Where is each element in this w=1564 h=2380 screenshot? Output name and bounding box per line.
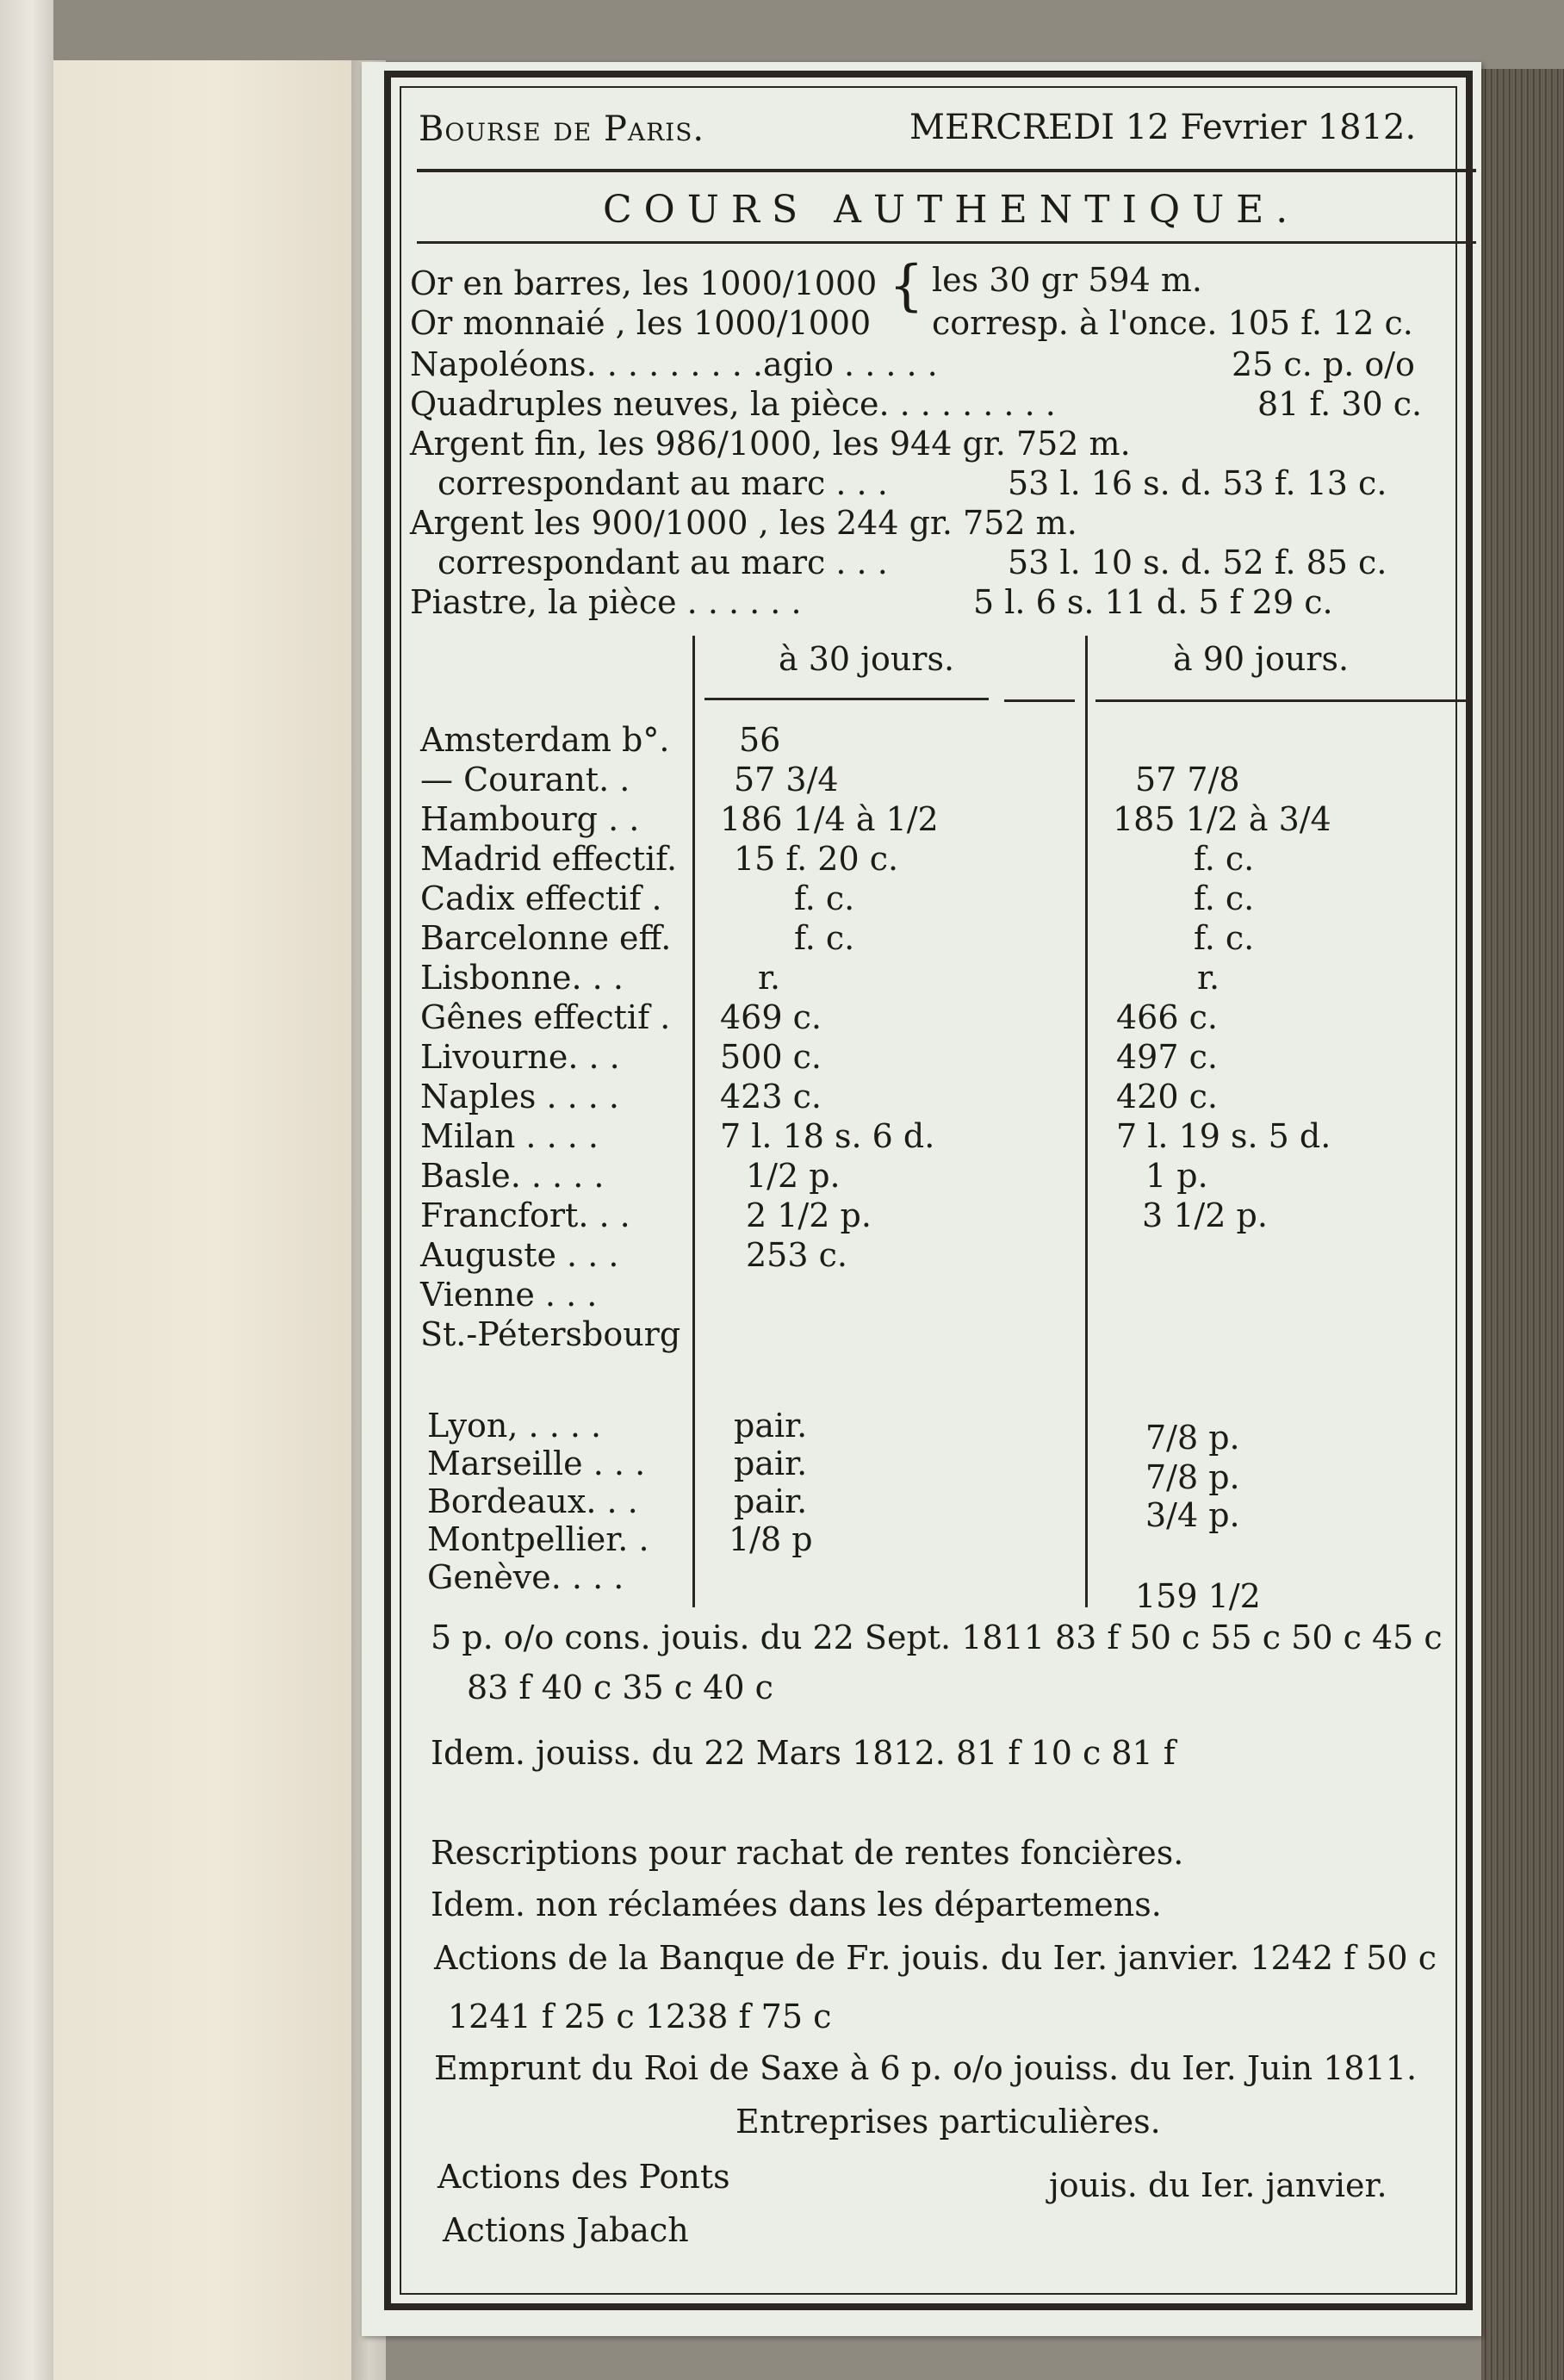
header-rule <box>417 169 1476 172</box>
title-rule <box>417 241 1476 244</box>
jabach-line: Actions Jabach <box>443 2211 689 2249</box>
place-label: Montpellier. . <box>427 1520 649 1558</box>
rate-30: r. <box>758 959 781 997</box>
rate-90: 466 c. <box>1116 998 1218 1036</box>
place-label: Vienne . . . <box>420 1276 598 1314</box>
metal-value: 5 l. 6 s. 11 d. 5 f 29 c. <box>973 583 1333 621</box>
place-label: Hambourg . . <box>420 800 640 838</box>
rate-90: r. <box>1197 959 1220 997</box>
place-label: Marseille . . . <box>427 1445 646 1482</box>
idem-line: Idem. non réclamées dans les départemens. <box>431 1886 1162 1923</box>
ponts-line: Actions des Ponts <box>438 2158 730 2196</box>
brace-glyph: { <box>889 254 924 318</box>
metal-label: Argent fin, les 986/1000, les 944 gr. 752 m. <box>410 425 1131 463</box>
col-rule-30 <box>704 698 989 700</box>
rate-30: f. c. <box>794 919 855 957</box>
metal-label: correspondant au marc . . . <box>438 464 888 502</box>
metal-value: 53 l. 16 s. d. 53 f. 13 c. <box>1008 464 1387 502</box>
metal-value: 25 c. p. o/o <box>1232 345 1415 383</box>
col-header-30: à 30 jours. <box>779 640 955 678</box>
rate-90: 57 7/8 <box>1135 761 1240 799</box>
metal-value: corresp. à l'once. 105 f. 12 c. <box>932 304 1413 342</box>
header-right: MERCREDI 12 Fevrier 1812. <box>909 108 1417 147</box>
rate-30: 253 c. <box>746 1236 847 1274</box>
ponts-jouis: jouis. du Ier. janvier. <box>1049 2166 1387 2204</box>
rate-90: 1 p. <box>1145 1157 1208 1195</box>
banque-line: Actions de la Banque de Fr. jouis. du Ier. janvier. 1242 f 50 c <box>434 1939 1437 1977</box>
rate-90: 7/8 p. <box>1145 1458 1240 1496</box>
place-label: Basle. . . . . <box>420 1157 605 1195</box>
rate-90: f. c. <box>1194 919 1255 957</box>
col-rule-mid <box>1004 699 1075 702</box>
rate-90: f. c. <box>1194 840 1255 878</box>
rate-30: 500 c. <box>720 1038 822 1076</box>
rate-30: pair. <box>734 1445 808 1482</box>
rate-90: 7/8 p. <box>1145 1419 1240 1457</box>
rate-90: 185 1/2 à 3/4 <box>1113 800 1331 838</box>
place-label: Madrid effectif. <box>420 840 678 878</box>
place-label: St.-Pétersbourg <box>420 1315 681 1353</box>
rate-30: 469 c. <box>720 998 822 1036</box>
metal-label: Or en barres, les 1000/1000 <box>410 264 878 302</box>
table-divider-right <box>1085 636 1088 1607</box>
col-header-90: à 90 jours. <box>1173 640 1350 678</box>
rate-30: f. c. <box>794 879 855 917</box>
metal-label: Piastre, la pièce . . . . . . <box>410 583 802 621</box>
rate-30: 56 <box>739 721 781 759</box>
place-label: Genève. . . . <box>427 1558 624 1596</box>
rate-90: 497 c. <box>1116 1038 1218 1076</box>
rentes-line: Idem. jouiss. du 22 Mars 1812. 81 f 10 c 81 f <box>431 1734 1176 1772</box>
metal-label: Or monnaié , les 1000/1000 <box>410 304 872 342</box>
metal-value: 81 f. 30 c. <box>1257 385 1423 423</box>
rate-90: 3 1/2 p. <box>1142 1196 1268 1234</box>
rate-90: 159 1/2 <box>1135 1577 1261 1615</box>
emprunt-line: Emprunt du Roi de Saxe à 6 p. o/o jouiss. du Ier. Juin 1811. <box>434 2049 1418 2087</box>
place-label: — Courant. . <box>420 761 630 799</box>
metal-value: les 30 gr 594 m. <box>932 261 1202 299</box>
place-label: Livourne. . . <box>420 1038 620 1076</box>
rentes-line: 83 f 40 c 35 c 40 c <box>467 1668 773 1706</box>
metal-label: correspondant au marc . . . <box>438 544 888 581</box>
blank-flyleaf <box>53 60 353 2380</box>
header-left: Bourse de Paris. <box>419 109 705 149</box>
col-rule-90 <box>1095 699 1473 702</box>
rate-90: 7 l. 19 s. 5 d. <box>1116 1117 1331 1155</box>
rate-30: 57 3/4 <box>734 761 839 799</box>
rate-30: 7 l. 18 s. 6 d. <box>720 1117 935 1155</box>
rate-30: 1/8 p <box>729 1520 813 1558</box>
rate-90: 420 c. <box>1116 1078 1218 1115</box>
rescriptions-line: Rescriptions pour rachat de rentes foncières. <box>431 1834 1184 1872</box>
place-label: Lisbonne. . . <box>420 959 624 997</box>
metal-label: Quadruples neuves, la pièce. . . . . . . . . <box>410 385 1056 423</box>
rate-30: 1/2 p. <box>746 1157 841 1195</box>
rate-30: 423 c. <box>720 1078 822 1115</box>
place-label: Amsterdam b°. <box>420 721 670 759</box>
page-title: COURS AUTHENTIQUE. <box>603 188 1300 232</box>
banque-line: 1241 f 25 c 1238 f 75 c <box>448 1998 832 2035</box>
place-label: Bordeaux. . . <box>427 1482 638 1520</box>
rate-30: 15 f. 20 c. <box>734 840 899 878</box>
rate-30: pair. <box>734 1407 808 1445</box>
rate-30: 2 1/2 p. <box>746 1196 872 1234</box>
place-label: Lyon, . . . . <box>427 1407 602 1445</box>
book-spine <box>0 0 53 2380</box>
place-label: Cadix effectif . <box>420 879 662 917</box>
metal-label: Napoléons. . . . . . . . .agio . . . . . <box>410 345 938 383</box>
rate-30: 186 1/4 à 1/2 <box>720 800 939 838</box>
rentes-line: 5 p. o/o cons. jouis. du 22 Sept. 1811 83 f 50 c 55 c 50 c 45 c <box>431 1619 1443 1656</box>
table-divider-left <box>692 636 695 1607</box>
place-label: Auguste . . . <box>420 1236 619 1274</box>
section-heading: Entreprises particulières. <box>735 2103 1161 2141</box>
place-label: Gênes effectif . <box>420 998 671 1036</box>
page-edges <box>1481 69 1564 2380</box>
place-label: Naples . . . . <box>420 1078 620 1115</box>
rate-90: f. c. <box>1194 879 1255 917</box>
place-label: Milan . . . . <box>420 1117 599 1155</box>
place-label: Francfort. . . <box>420 1196 630 1234</box>
metal-value: 53 l. 10 s. d. 52 f. 85 c. <box>1008 544 1387 581</box>
metal-label: Argent les 900/1000 , les 244 gr. 752 m. <box>410 504 1077 542</box>
rate-30: pair. <box>734 1482 808 1520</box>
rate-90: 3/4 p. <box>1145 1496 1240 1534</box>
place-label: Barcelonne eff. <box>420 919 672 957</box>
